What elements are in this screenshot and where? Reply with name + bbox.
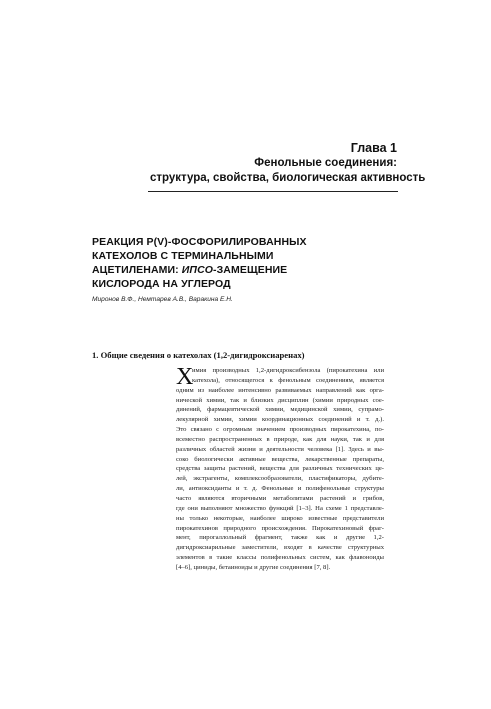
- body-line: ли, антиоксиданты и т. д. Фенольные и полифенольные структуры: [176, 485, 384, 493]
- drop-cap: Х: [176, 364, 194, 390]
- body-line: нической химии, так и близких дисциплин (химии природных сое-: [176, 396, 384, 404]
- body-line: различных областей жизни и деятельности человека [1]. Здесь и вы-: [176, 445, 384, 453]
- article-authors: Миронов В.Ф., Немтарев А.В., Варакина Е.Н.: [92, 296, 233, 303]
- article-title-line-3-start: АЦЕТИЛЕНАМИ:: [92, 264, 182, 276]
- article-title-line-3-end: -ЗАМЕЩЕНИЕ: [213, 264, 288, 276]
- article-title-ipso: ИПСО: [181, 264, 214, 276]
- body-line: часто являются вторичными метаболитами растений и грибов,: [176, 494, 384, 502]
- body-line: лекулярной химии, химии координационных соединений и т. д.).: [176, 416, 384, 424]
- body-line: элементов в такие классы полифенольных систем, как флавоноиды: [176, 554, 384, 562]
- article-title: [92, 235, 412, 291]
- chapter-rule: [148, 191, 398, 192]
- body-line: соко биологически активные вещества, лекарственные препараты,: [176, 455, 384, 463]
- body-line: [4–6], циниды, бетаиноиды и другие соединения [7, 8].: [176, 563, 331, 571]
- body-line: всеместно распространенных в природе, как для науки, так и для: [176, 435, 384, 443]
- article-title-line-1: РЕАКЦИЯ Р(V)-ФОСФОРИЛИРОВАННЫХ: [92, 236, 307, 248]
- chapter-header: [150, 140, 426, 186]
- body-text: [176, 366, 384, 573]
- body-line: ны только некоторые, наиболее широко известные представители: [176, 514, 384, 522]
- body-line: пирокатехинов природного происхождения. Пирокатехиновый фраг-: [176, 524, 384, 532]
- chapter-title-line-1: Фенольные соединения:: [254, 157, 397, 169]
- body-line: дигидроксиарильные заместители, входят в качестве структурных: [176, 544, 384, 552]
- body-line: где они выполняют множество функций [1–3]. На схеме 1 представле-: [176, 504, 384, 512]
- section-heading: 1. Общие сведения о катехолах (1,2-дигидроксиаренах): [92, 350, 305, 360]
- chapter-number: Глава 1: [350, 141, 397, 155]
- body-line: динений, фармацевтической химии, медицинской химии, супрамо-: [176, 406, 384, 414]
- body-line: Это связано с огромным значением производных пирокатехина, по-: [176, 426, 384, 434]
- body-line: средства защиты растений, вещества для различных технических це-: [176, 465, 384, 473]
- article-title-line-4: КИСЛОРОДА НА УГЛЕРОД: [92, 278, 231, 290]
- body-line: мент, пирогаллольный фрагмент, также как и другие 1,2-: [176, 534, 384, 542]
- body-line: имия производных 1,2-дигидроксибензола (пирокатехина или: [192, 367, 384, 374]
- chapter-title-line-2: структура, свойства, биологическая активность: [150, 172, 426, 184]
- article-title-line-3: [92, 263, 412, 277]
- body-line: лей, экстрагенты, комплексообразователи, пластификаторы, дубите-: [176, 475, 384, 483]
- body-line: одним из наиболее интенсивно развиваемых направлений как орга-: [176, 386, 384, 394]
- article-title-line-2: КАТЕХОЛОВ С ТЕРМИНАЛЬНЫМИ: [92, 250, 274, 262]
- body-line: катехола), относящегося к фенольным соединениям, является: [192, 376, 384, 384]
